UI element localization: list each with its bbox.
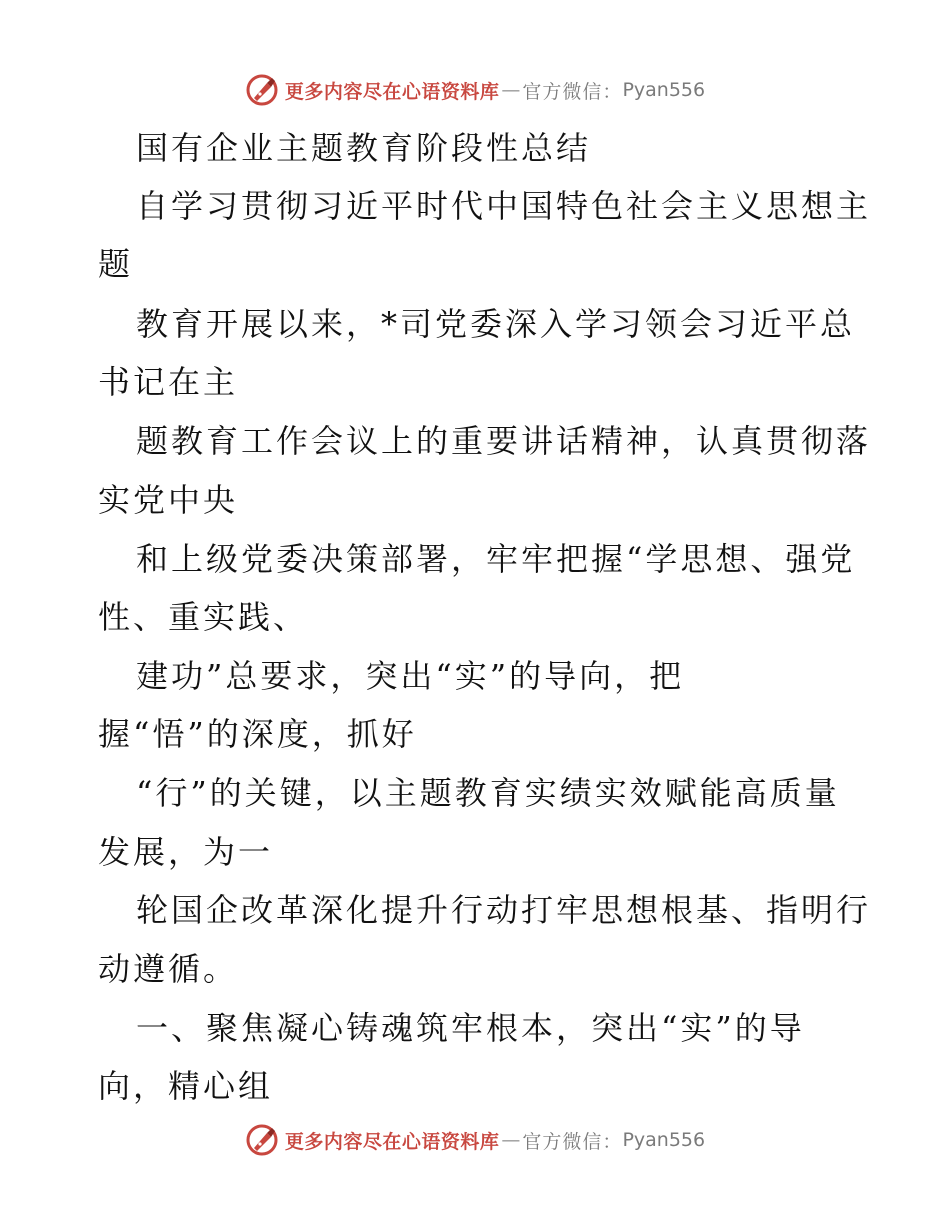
- text-line: 题: [98, 245, 134, 283]
- text-line: 握“悟”的深度，抓好: [98, 715, 417, 753]
- text-line: 动遵循。: [98, 950, 239, 988]
- text-line: 轮国企改革深化提升行动打牢思想根基、指明行: [136, 891, 872, 929]
- section-heading-line: 一、聚焦凝心铸魂筑牢根本，突出“实”的导: [136, 1009, 805, 1047]
- text-line: 题教育工作会议上的重要讲话精神，认真贯彻落: [136, 422, 872, 460]
- text-line: 实党中央: [98, 481, 239, 519]
- banner-wechat-id: Pyan556: [622, 79, 706, 101]
- banner-wechat-label: 官方微信：: [522, 80, 623, 103]
- banner-wechat-label: 官方微信：: [522, 1130, 623, 1153]
- text-line: 书记在主: [98, 363, 239, 401]
- document-title: 国有企业主题教育阶段性总结: [136, 129, 592, 167]
- text-line: 自学习贯彻习近平时代中国特色社会主义思想主: [136, 187, 872, 225]
- banner-wechat-id: Pyan556: [622, 1129, 706, 1151]
- footer-watermark-banner: [0, 1120, 950, 1160]
- fountain-pen-seal-icon: [245, 1123, 279, 1157]
- text-line: 性、重实践、: [98, 598, 309, 636]
- banner-dash: —: [501, 79, 521, 101]
- text-line: 教育开展以来，*司党委深入学习领会习近平总: [136, 305, 856, 343]
- text-line: 和上级党委决策部署，牢牢把握“学思想、强党: [136, 540, 856, 578]
- banner-main-text: 更多内容尽在心语资料库: [284, 80, 500, 103]
- text-line: 发展，为一: [98, 833, 274, 871]
- text-line: 向，精心组: [98, 1067, 274, 1105]
- banner-main-text: 更多内容尽在心语资料库: [284, 1130, 500, 1153]
- text-line: 建功”总要求，突出“实”的导向，把: [136, 657, 685, 695]
- text-line: “行”的关键，以主题教育实绩实效赋能高质量: [136, 774, 840, 812]
- banner-dash: —: [501, 1129, 521, 1151]
